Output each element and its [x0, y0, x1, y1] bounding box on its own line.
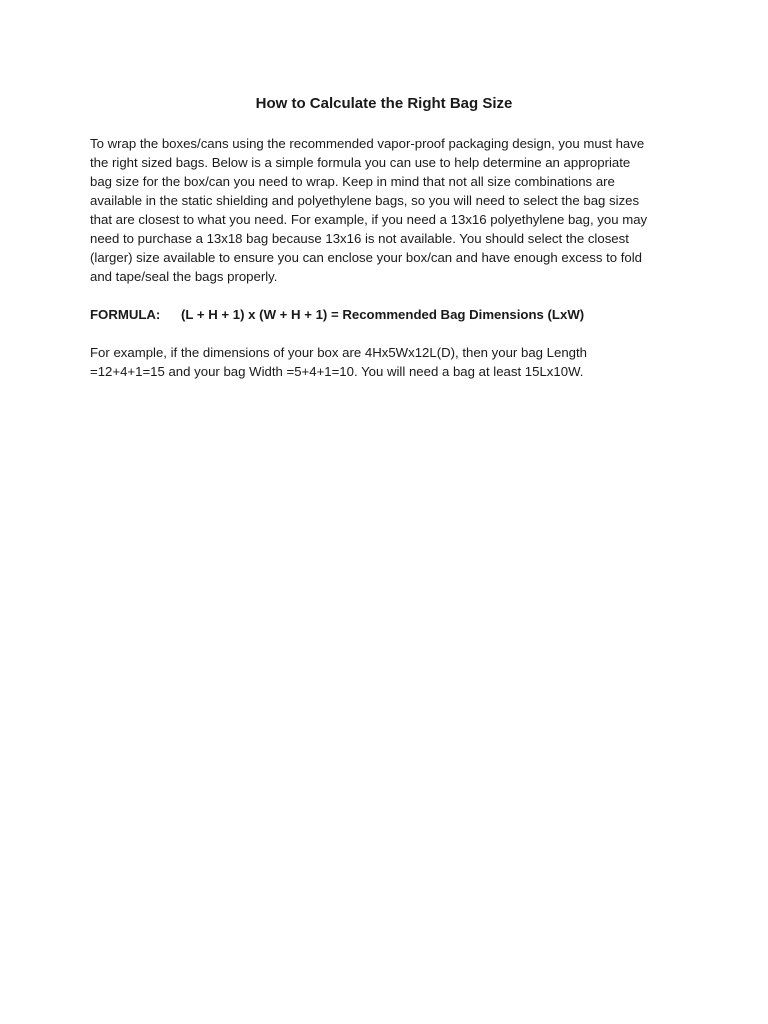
paragraph-line: To wrap the boxes/cans using the recommended vapor-proof packaging design, you must have — [90, 136, 645, 151]
example-paragraph — [90, 343, 690, 381]
page-title: How to Calculate the Right Bag Size — [255, 95, 513, 112]
paragraph-line: the right sized bags. Below is a simple formula you can use to help determine an appropriate — [90, 155, 631, 170]
paragraph-spacer — [90, 324, 690, 343]
formula-label: FORMULA: — [90, 307, 161, 322]
paragraph-line: bag size for the box/can you need to wrap. Keep in mind that not all size combinations are — [90, 174, 615, 189]
intro-paragraph — [90, 134, 690, 286]
formula-line — [90, 305, 690, 324]
formula-expression: (L + H + 1) x (W + H + 1) = Recommended Bag Dimensions (LxW) — [181, 307, 585, 322]
paragraph-line: need to purchase a 13x18 bag because 13x16 is not available. You should select the closest — [90, 231, 629, 246]
paragraph-line: and tape/seal the bags properly. — [90, 269, 278, 284]
paragraph-line: that are closest to what you need. For example, if you need a 13x16 polyethylene bag, you may — [90, 212, 648, 227]
paragraph-line: (larger) size available to ensure you can enclose your box/can and have enough excess to fold — [90, 250, 643, 265]
paragraph-line: For example, if the dimensions of your box are 4Hx5Wx12L(D), then your bag Length — [90, 345, 587, 360]
document-body — [90, 134, 690, 381]
paragraph-line: =12+4+1=15 and your bag Width =5+4+1=10. You will need a bag at least 15Lx10W. — [90, 364, 584, 379]
paragraph-spacer — [90, 286, 690, 305]
paragraph-line: available in the static shielding and polyethylene bags, so you will need to select the bag sizes — [90, 193, 640, 208]
